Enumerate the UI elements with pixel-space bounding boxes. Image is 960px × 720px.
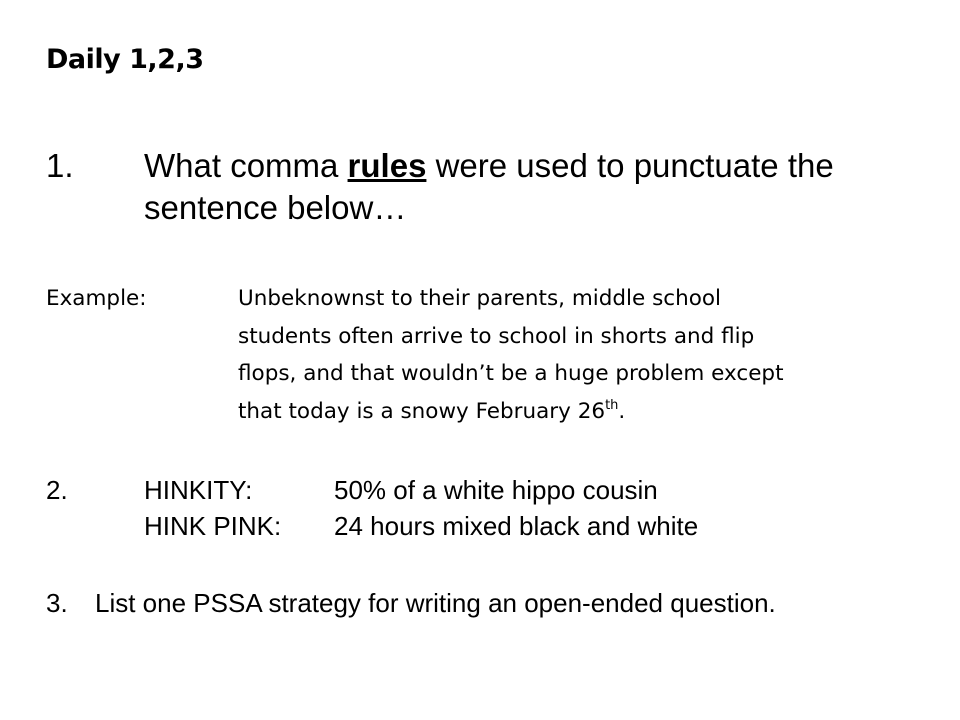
example-line: Unbeknownst to their parents, middle school <box>238 286 722 311</box>
question-1-text <box>144 145 914 229</box>
question-3-text: List one PSSA strategy for writing an open-ended question. <box>95 588 776 618</box>
question-2-row-label: HINKITY: <box>144 475 253 505</box>
example-superscript: th <box>605 397 619 413</box>
question-1-text-after: were used to punctuate the sentence below… <box>144 147 834 226</box>
question-2-row-label: HINK PINK: <box>144 511 282 541</box>
example-end: . <box>618 398 626 424</box>
question-2-row-value: 50% of a white hippo cousin <box>334 475 658 505</box>
example-sentence <box>238 280 908 430</box>
example-label: Example: <box>46 286 147 311</box>
question-2-row-value: 24 hours mixed black and white <box>334 511 699 541</box>
example-line: flops, and that wouldn’t be a huge problem except <box>238 361 784 386</box>
question-2-row <box>144 472 658 508</box>
question-1-number: 1. <box>46 147 74 184</box>
example-line-last <box>238 393 908 431</box>
question-2-row <box>144 508 698 544</box>
question-2-number: 2. <box>46 475 68 505</box>
question-1-text-before: What comma <box>144 147 348 184</box>
question-1-emphasis: rules <box>347 147 427 184</box>
slide-title: Daily 1,2,3 <box>46 44 204 75</box>
example-line-text: that today is a snowy February 26 <box>238 398 606 424</box>
question-3-number: 3. <box>46 588 68 618</box>
example-line: students often arrive to school in shorts and flip <box>238 323 755 349</box>
